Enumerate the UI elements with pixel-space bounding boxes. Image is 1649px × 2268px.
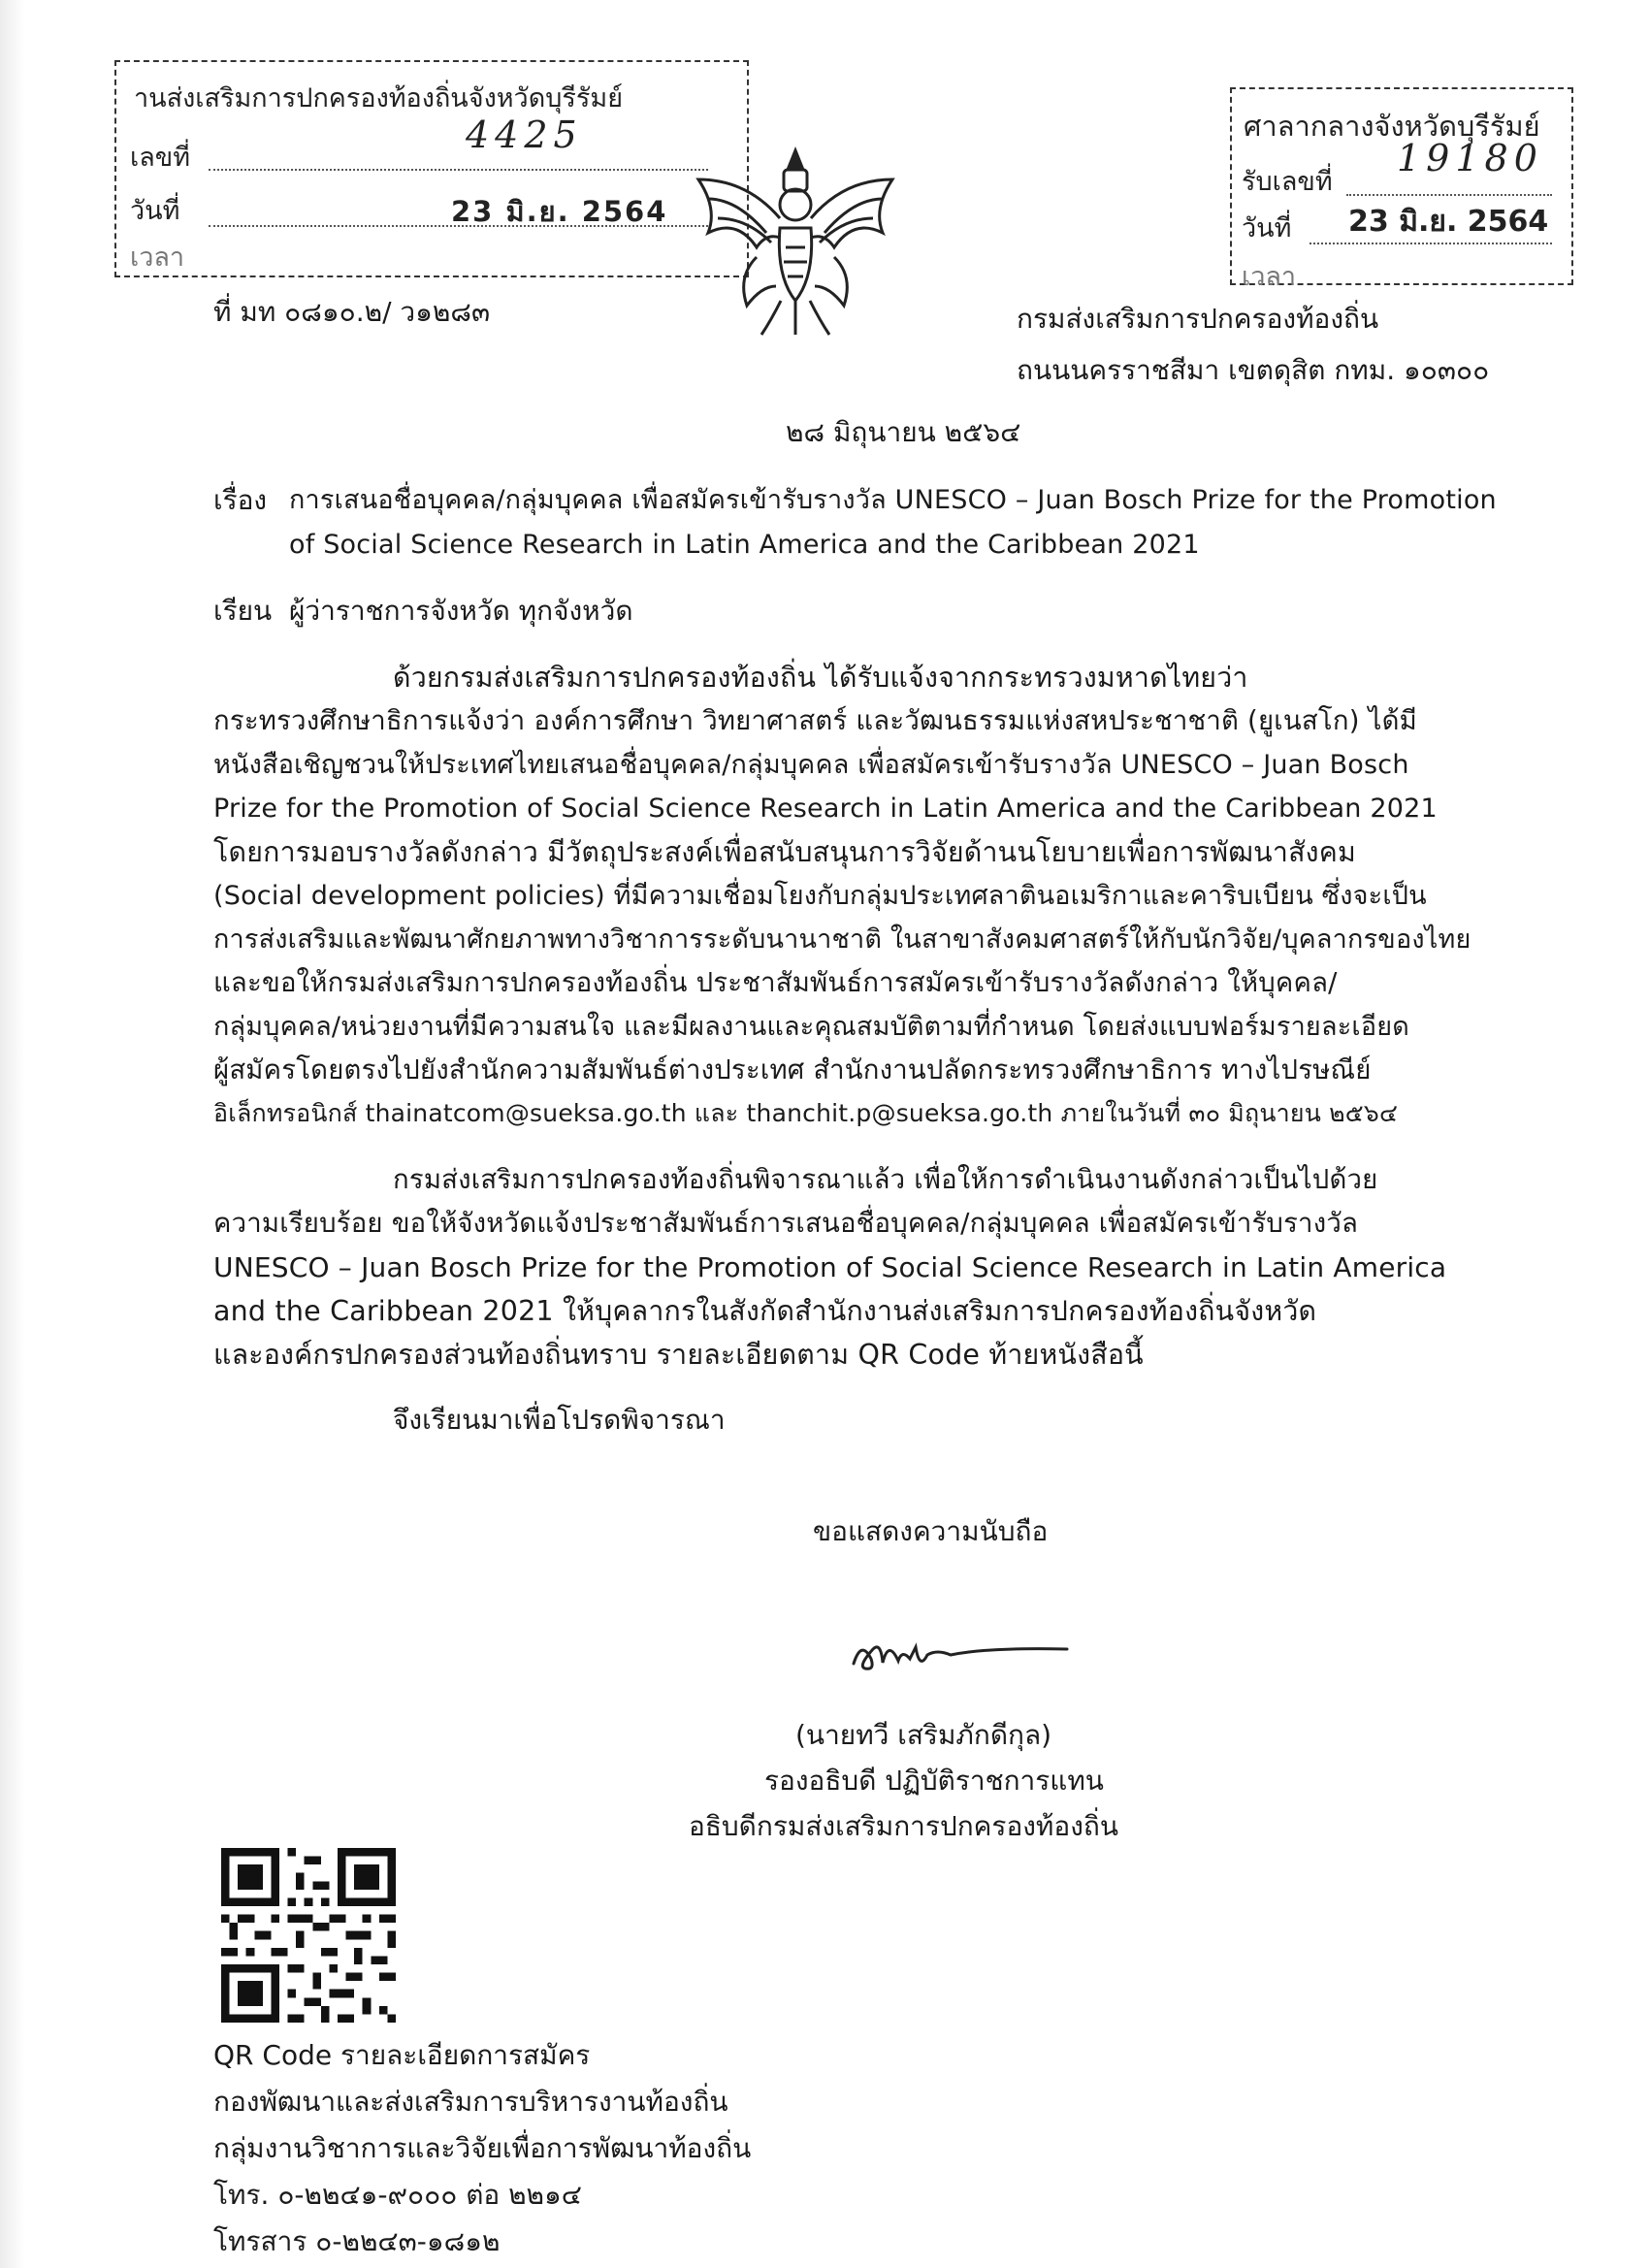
paragraph-line: (Social development policies) ที่มีความเชื่อมโยงกับกลุ่มประเทศลาตินอเมริกาและคาริบเบียน ซึ่งจะเป็น	[213, 881, 1427, 911]
receiving-stamp-left	[114, 60, 749, 277]
reference-number: ที่ มท ๐๘๑๐.๒/ ว๑๒๘๓	[213, 296, 491, 328]
stamp-date-label: วันที่	[130, 196, 180, 226]
paragraph-line: การส่งเสริมและพัฒนาศักยภาพทางวิชาการระดับนานาชาติ ในสาขาสังคมศาสตร์ให้กับนักวิจัย/บุคลากรของไทย	[213, 924, 1471, 955]
qr-code-icon	[221, 1848, 396, 2023]
department-name: กรมส่งเสริมการปกครองท้องถิ่น	[1017, 303, 1379, 335]
department-address: ถนนนครราชสีมา เขตดุสิต กทม. ๑๐๓๐๐	[1017, 354, 1490, 386]
signatory-position: อธิบดีกรมส่งเสริมการปกครองท้องถิ่น	[689, 1810, 1118, 1842]
paragraph-line: อิเล็กทรอนิกส์ thainatcom@sueksa.go.th และ thanchit.p@sueksa.go.th ภายในวันที่ ๓๐ มิถุนายน ๒๕๖๔	[213, 1099, 1399, 1127]
signatory-name: (นายทวี เสริมภักดีกุล)	[795, 1719, 1052, 1751]
letter-date: ๒๘ มิถุนายน ๒๕๖๔	[786, 416, 1021, 448]
paragraph-line: UNESCO – Juan Bosch Prize for the Promotion of Social Science Research in Latin America	[213, 1251, 1447, 1283]
paragraph-line: และองค์กรปกครองส่วนท้องถิ่นทราบ รายละเอียดตาม QR Code ท้ายหนังสือนี้	[213, 1339, 1144, 1371]
paragraph-line: หนังสือเชิญชวนให้ประเทศไทยเสนอชื่อบุคคล/กลุ่มบุคคล เพื่อสมัครเข้ารับรางวัล UNESCO – Juan Bosch	[213, 750, 1409, 780]
stamp-number-label: เลขที่	[130, 143, 191, 173]
paragraph-line: ด้วยกรมส่งเสริมการปกครองท้องถิ่น ได้รับแจ้งจากกระทรวงมหาดไทยว่า	[393, 662, 1248, 694]
paragraph-line: ผู้สมัครโดยตรงไปยังสำนักความสัมพันธ์ต่างประเทศ สำนักงานปลัดกระทรวงศึกษาธิการ ทางไปรษณีย์	[213, 1054, 1372, 1085]
footer-division: กองพัฒนาและส่งเสริมการบริหารงานท้องถิ่น	[213, 2086, 728, 2118]
closing-request: จึงเรียนมาเพื่อโปรดพิจารณา	[393, 1404, 726, 1436]
stamp-date-value: 23 มิ.ย. 2564	[451, 195, 668, 228]
stamp-office-name: านส่งเสริมการปกครองท้องถิ่นจังหวัดบุรีรัมย์	[134, 83, 624, 113]
paragraph-line: ความเรียบร้อย ขอให้จังหวัดแจ้งประชาสัมพันธ์การเสนอชื่อบุคคล/กลุ่มบุคคล เพื่อสมัครเข้ารับรางวัล	[213, 1208, 1359, 1239]
recipient-label: เรียน	[213, 595, 273, 627]
footer-fax: โทรสาร ๐-๒๒๔๓-๑๘๑๒	[213, 2225, 501, 2257]
stamp-time-label: เวลา	[130, 243, 185, 273]
subject-line: การเสนอชื่อบุคคล/กลุ่มบุคคล เพื่อสมัครเข้ารับรางวัล UNESCO – Juan Bosch Prize for the Promotion	[289, 485, 1497, 515]
stamp-number-label: รับเลขที่	[1242, 167, 1333, 197]
paragraph-line: กระทรวงศึกษาธิการแจ้งว่า องค์การศึกษา วิทยาศาสตร์ และวัฒนธรรมแห่งสหประชาชาติ (ยูเนสโก) ได้มี	[213, 705, 1417, 736]
paragraph-line: และขอให้กรมส่งเสริมการปกครองท้องถิ่น ประชาสัมพันธ์การสมัครเข้ารับรางวัลดังกล่าว ให้บุคคล/	[213, 967, 1338, 998]
stamp-date-value: 23 มิ.ย. 2564	[1348, 205, 1549, 239]
scan-edge-shadow	[0, 0, 25, 2268]
paragraph-line: โดยการมอบรางวัลดังกล่าว มีวัตถุประสงค์เพื่อสนับสนุนการวิจัยด้านนโยบายเพื่อการพัฒนาสังคม	[213, 836, 1357, 868]
paragraph-line: and the Caribbean 2021 ให้บุคลากรในสังกัดสำนักงานส่งเสริมการปกครองท้องถิ่นจังหวัด	[213, 1295, 1317, 1327]
handwritten-signature	[844, 1620, 1077, 1688]
garuda-emblem-icon	[679, 141, 912, 344]
stamp-date-label: วันที่	[1242, 213, 1292, 243]
stamp-number-value: 4425	[466, 113, 583, 156]
paragraph-line: Prize for the Promotion of Social Science Research in Latin America and the Caribbean 2021	[213, 794, 1438, 824]
footer-group: กลุ่มงานวิชาการและวิจัยเพื่อการพัฒนาท้องถิ่น	[213, 2132, 752, 2164]
signatory-position: รองอธิบดี ปฏิบัติราชการแทน	[764, 1765, 1104, 1797]
footer-phone: โทร. ๐-๒๒๔๑-๙๐๐๐ ต่อ ๒๒๑๔	[213, 2179, 582, 2211]
paragraph-line: กรมส่งเสริมการปกครองท้องถิ่นพิจารณาแล้ว เพื่อให้การดำเนินงานดังกล่าวเป็นไปด้วย	[393, 1164, 1378, 1195]
paragraph-line: กลุ่มบุคคล/หน่วยงานที่มีความสนใจ และมีผลงานและคุณสมบัติตามที่กำหนด โดยส่งแบบฟอร์มรายละเอียด	[213, 1012, 1409, 1042]
subject-label: เรื่อง	[213, 484, 268, 516]
stamp-number-value: 19180	[1397, 137, 1543, 179]
recipient-value: ผู้ว่าราชการจังหวัด ทุกจังหวัด	[289, 595, 633, 627]
closing-regards: ขอแสดงความนับถือ	[813, 1515, 1049, 1547]
subject-line: of Social Science Research in Latin America and the Caribbean 2021	[289, 530, 1200, 560]
stamp-time-label: เวลา	[1242, 262, 1297, 292]
qr-caption: QR Code รายละเอียดการสมัคร	[213, 2039, 591, 2071]
receiving-stamp-right	[1230, 87, 1573, 292]
stamp-office-name: ศาลากลางจังหวัดบุรีรัมย์	[1244, 110, 1540, 143]
